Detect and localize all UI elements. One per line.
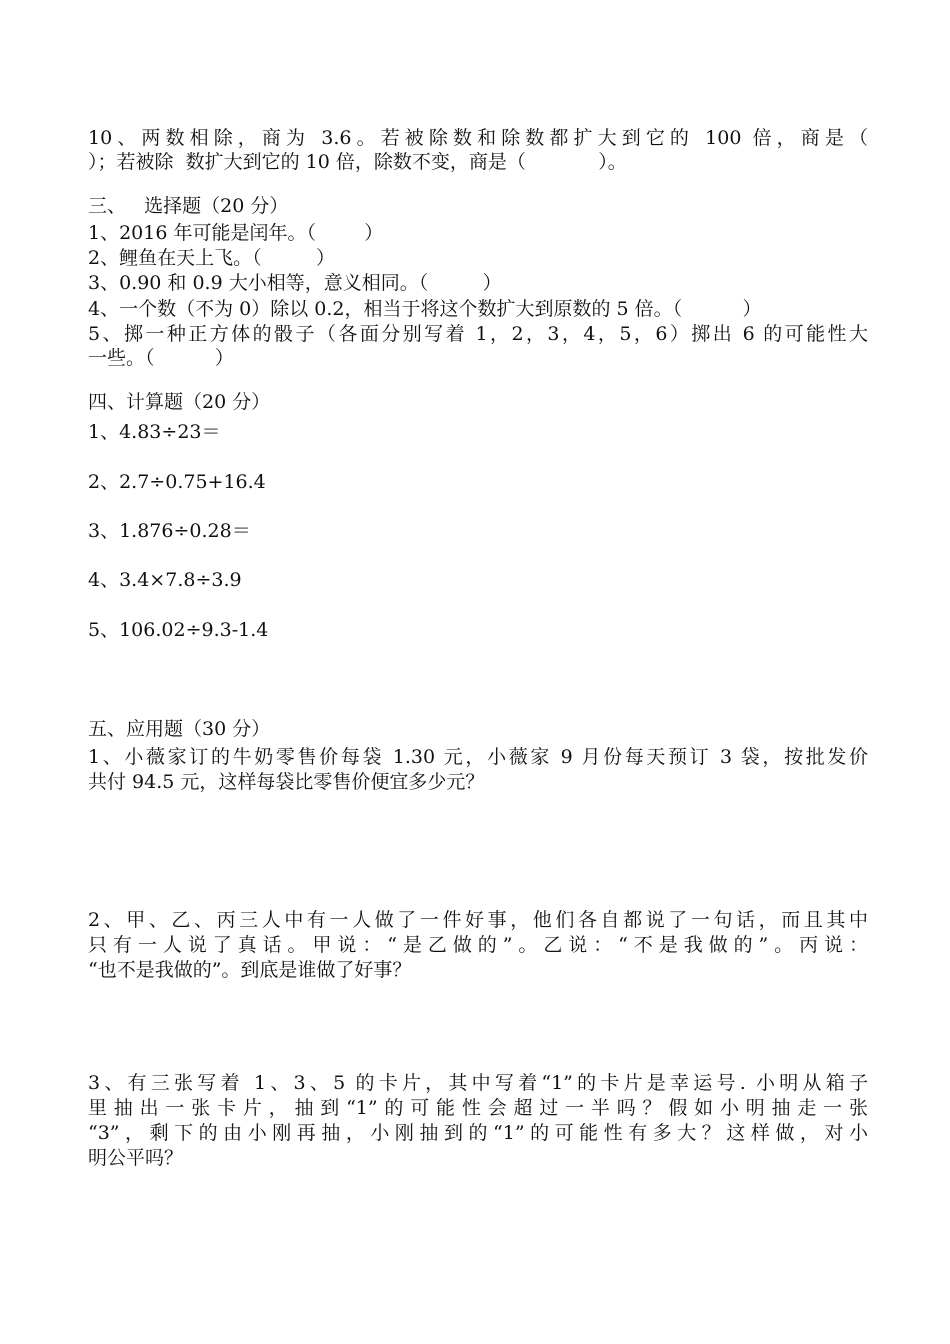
section-3-title: 三、 选择题（20 分） [88,195,289,217]
choice-item-5-line-2: 一些。（ ） [88,347,234,369]
q10-line-1: 10、两数相除，商为 3.6。若被除数和除数都扩大到它的 100 倍，商是（ [88,127,868,149]
calc-item-5: 5、106.02÷9.3-1.4 [88,619,269,641]
calc-item-3: 3、1.876÷0.28＝ [88,520,251,542]
choice-item-3: 3、0.90 和 0.9 大小相等，意义相同。（ ） [88,272,502,294]
section-5-title: 五、应用题（30 分） [88,718,271,740]
app-q3-line-1: 3、有三张写着 1、3、5 的卡片，其中写着“1”的卡片是幸运号. 小明从箱子 [88,1072,868,1094]
app-q3-line-2: 里抽出一张卡片，抽到“1”的可能性会超过一半吗？假如小明抽走一张 [88,1097,868,1119]
choice-item-5-line-1: 5、掷一种正方体的骰子（各面分别写着 1，2，3，4，5，6）掷出 6 的可能性大 [88,323,868,345]
app-q1-line-2: 共付 94.5 元，这样每袋比零售价便宜多少元？ [88,771,485,793]
q10-line-2: ）；若被除 数扩大到它的 10 倍，除数不变，商是（ ）。 [88,151,627,173]
section-4-title: 四、计算题（20 分） [88,391,271,413]
app-q2-line-2: 只有一人说了真话。甲说：“是乙做的”。乙说：“不是我做的”。丙说： [88,934,868,956]
calc-item-2: 2、2.7÷0.75+16.4 [88,471,266,493]
app-q1-line-1: 1、小薇家订的牛奶零售价每袋 1.30 元，小薇家 9 月份每天预订 3 袋，按批发价 [88,746,868,768]
app-q3-line-4: 明公平吗？ [88,1147,184,1169]
choice-item-2: 2、鲤鱼在天上飞。（ ） [88,247,335,269]
calc-item-1: 1、4.83÷23＝ [88,421,221,443]
choice-item-1: 1、2016 年可能是闰年。（ ） [88,222,384,244]
app-q2-line-1: 2、甲、乙、丙三人中有一人做了一件好事，他们各自都说了一句话，而且其中 [88,909,868,931]
calc-item-4: 4、3.4×7.8÷3.9 [88,569,242,591]
app-q2-line-3: “也不是我做的”。到底是谁做了好事？ [88,959,412,981]
choice-item-4: 4、一个数（不为 0）除以 0.2，相当于将这个数扩大到原数的 5 倍。（ ） [88,298,762,320]
app-q3-line-3: “3”，剩下的由小刚再抽，小刚抽到的“1”的可能性有多大？这样做，对小 [88,1122,868,1144]
